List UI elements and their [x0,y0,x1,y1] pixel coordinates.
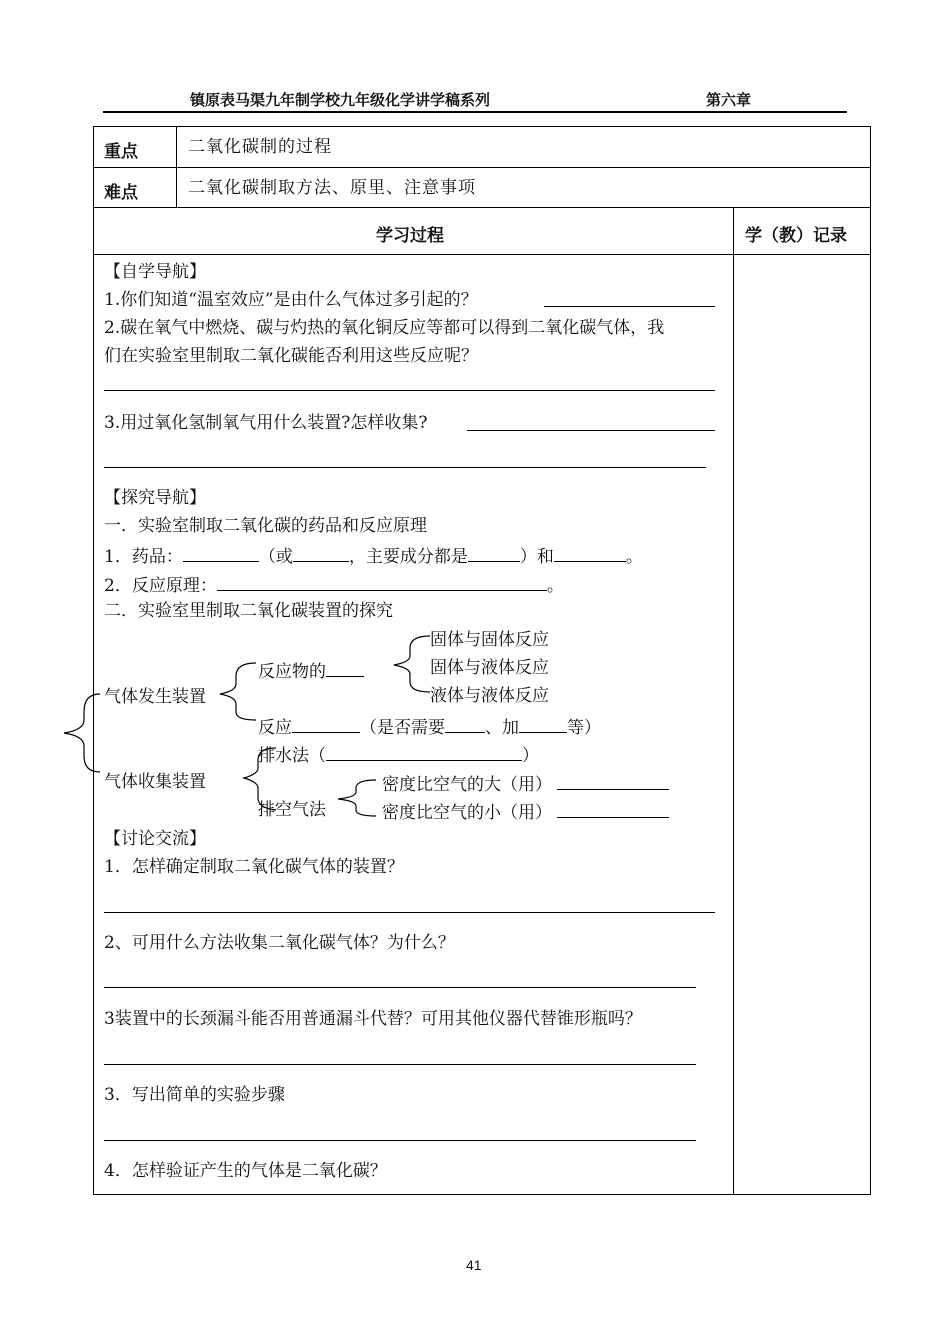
gas-collection-device-label: 气体收集装置 [104,772,206,792]
solid-liquid-reaction: 固体与液体反应 [430,658,549,678]
section-2-title: 二．实验室里制取二氧化碳装置的探究 [104,601,393,621]
chapter-label: 第六章 [706,91,752,109]
discussion-question-4: 3．写出简单的实验步骤 [104,1085,285,1105]
blank [326,743,522,761]
discussion-question-5: 4．怎样验证产生的气体是二氧化碳？ [104,1161,387,1181]
blank [557,800,669,818]
denser-than-air-line: 密度比空气的大（用） [382,772,669,795]
self-study-question-1: 1.你们知道“温室效应”是由什么气体过多引起的？ [104,290,478,310]
solid-solid-reaction: 固体与固体反应 [430,630,549,650]
lighter-than-air-line: 密度比空气的小（用） [382,800,669,823]
self-study-question-2-line-1: 2.碳在氧气中燃烧、碳与灼热的氧化铜反应等都可以得到二氧化碳气体，我 [104,318,665,338]
blank [557,772,669,790]
answer-line [104,912,715,913]
document-title: 镇原表马渠九年制学校九年级化学讲学稿系列 [190,91,491,109]
explore-heading: 【探究导航】 [104,488,206,508]
discussion-question-3: 3装置中的长颈漏斗能否用普通漏斗代替？可用其他仪器代替锥形瓶吗？ [104,1009,642,1029]
difficulty-label: 难点 [104,183,138,203]
self-study-question-3: 3.用过氧化氢制氧气用什么装置?怎样收集? [104,413,428,433]
record-column-header: 学（教）记录 [745,226,847,246]
discussion-question-2: 2、可用什么方法收集二氧化碳气体？为什么？ [104,933,455,953]
blank [519,715,567,733]
key-text: 二氧化碳制的过程 [188,137,332,157]
section-1-title: 一．实验室制取二氧化碳的药品和反应原理 [104,516,427,536]
blank [326,659,364,677]
answer-line [104,987,696,988]
reaction-principle-line: 2．反应原理： 。 [104,573,564,596]
reaction-condition-line: 反应 （是否需要 、加 等） [258,715,601,738]
blank [445,715,485,733]
key-label: 重点 [104,142,138,162]
answer-line [104,1064,696,1065]
page-number: 41 [466,1257,482,1273]
liquid-liquid-reaction: 液体与液体反应 [430,686,549,706]
gas-generation-device-label: 气体发生装置 [104,687,206,707]
discussion-heading: 【讨论交流】 [104,829,206,849]
self-study-heading: 【自学导航】 [104,262,206,282]
answer-line [104,1140,696,1141]
air-displacement-label: 排空气法 [258,800,326,820]
process-column-header: 学习过程 [376,226,444,246]
blank [292,715,360,733]
self-study-question-2-line-2: 们在实验室里制取二氧化碳能否利用这些反应呢？ [104,346,478,366]
difficulty-text: 二氧化碳制取方法、原里、注意事项 [188,178,476,198]
reagents-line: 1．药品： （或 ，主要成分都是 ）和 。 [104,544,643,567]
discussion-question-1: 1．怎样确定制取二氧化碳气体的装置？ [104,857,404,877]
reactant-state-line: 反应物的 [258,659,364,682]
water-displacement-line: 排水法（ ） [258,743,539,766]
